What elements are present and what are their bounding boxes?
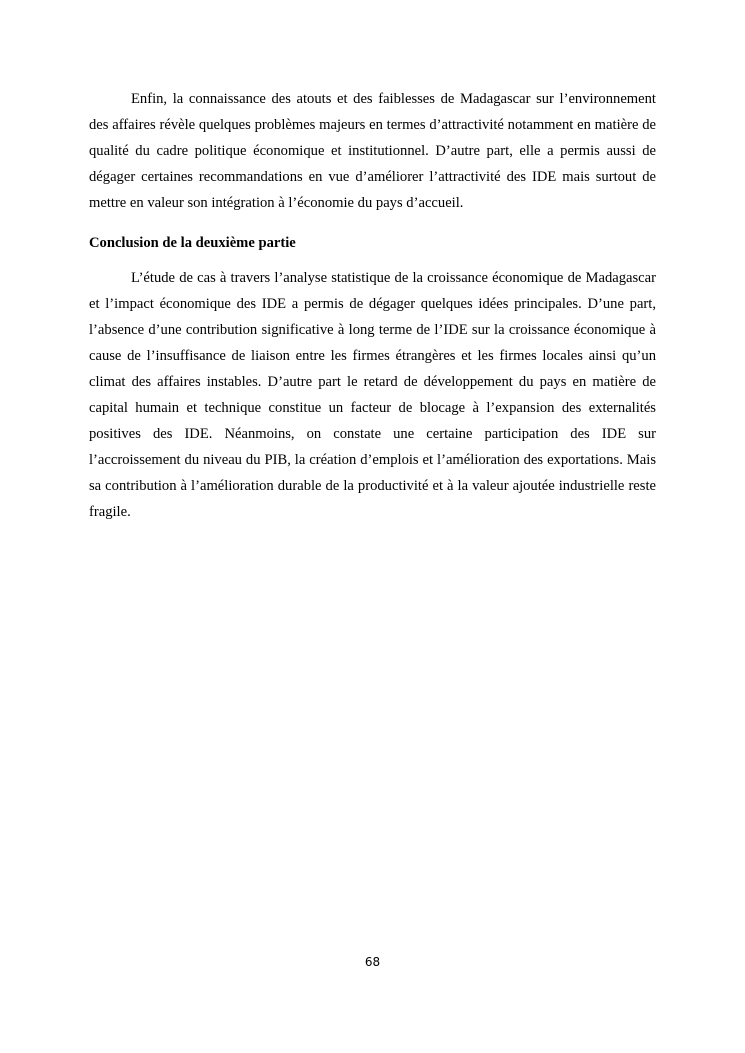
page-number: 68	[364, 955, 381, 969]
paragraph-conclusion: L’étude de cas à travers l’analyse statistique de la croissance économique de Madagascar et l’impact économique des IDE a permis de dégager quelques idées principales. D’une part, l’absence d’une contribution significative à long terme de l’IDE sur la croissance économique à cause de l’insuffisance de liaison entre les firmes étrangères et les firmes locales ainsi qu’un climat des affaires instables. D’autre part le retard de développement du pays en matière de capital humain et technique constitue un facteur de blocage à l’expansion des externalités positives des IDE. Néanmoins, on constate une certaine participation des IDE sur l’accroissement du niveau du PIB, la création d’emplois et l’amélioration des exportations. Mais sa contribution à l’amélioration durable de la productivité et à la valeur ajoutée industrielle reste fragile.	[89, 270, 656, 520]
document-body	[89, 86, 656, 525]
paragraph-intro: Enfin, la connaissance des atouts et des faiblesses de Madagascar sur l’environnement des affaires révèle quelques problèmes majeurs en termes d’attractivité notamment en matière de qualité du cadre politique économique et institutionnel. D’autre part, elle a permis aussi de dégager certaines recommandations en vue d’améliorer l’attractivité des IDE mais surtout de mettre en valeur son intégration à l’économie du pays d’accueil.	[89, 91, 656, 211]
section-heading: Conclusion de la deuxième partie	[89, 235, 296, 251]
